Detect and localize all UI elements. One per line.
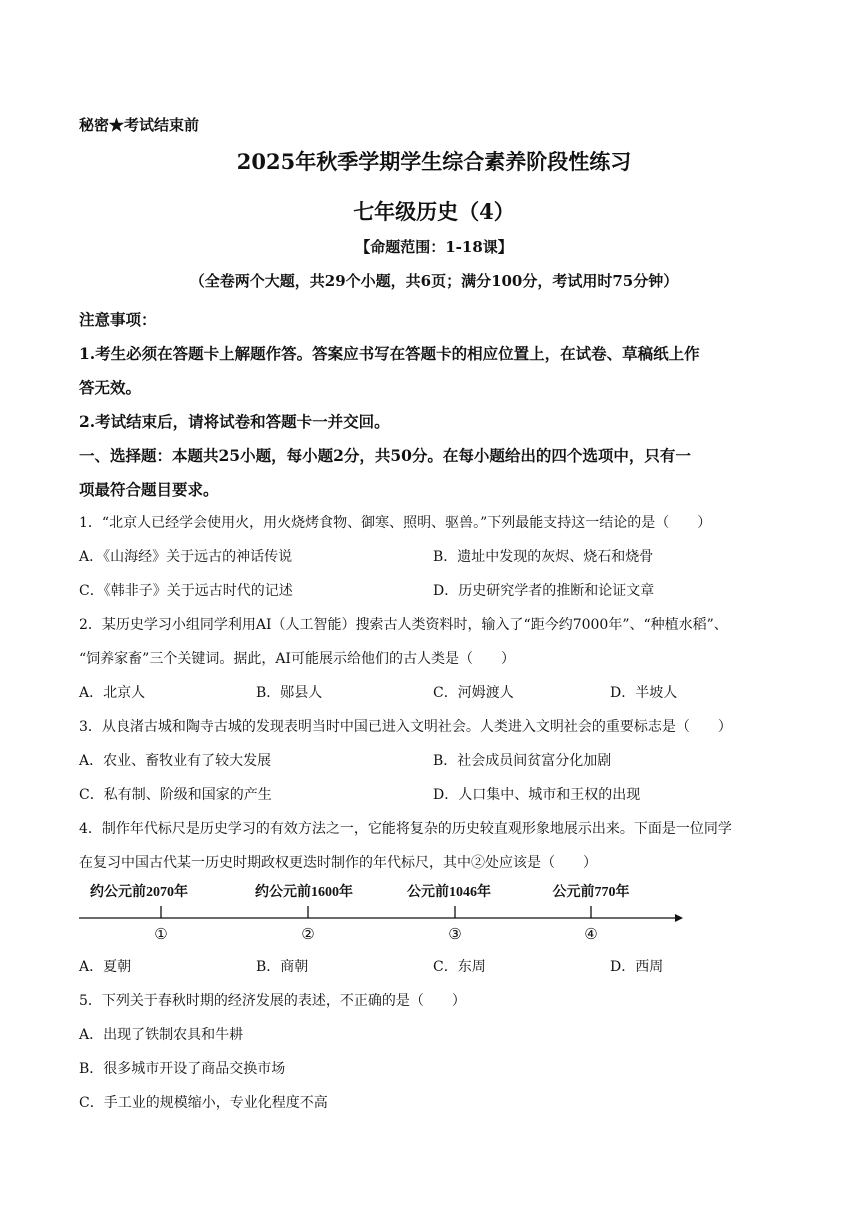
question-3-option-a: A．农业、畜牧业有了较大发展 <box>79 753 272 769</box>
timeline-marker-4: ④ <box>584 925 598 943</box>
secret-label: 秘密★考试结束前 <box>79 116 200 134</box>
exam-scope: 【命题范围：1-18课】 <box>355 238 513 256</box>
question-5-stem: 5．下列关于春秋时期的经济发展的表述，不正确的是（ ） <box>79 993 466 1009</box>
question-1-option-c: C．《韩非子》关于远古时代的记述 <box>79 583 293 599</box>
question-4-option-b: B．商朝 <box>256 959 309 975</box>
question-3-option-c: C．私有制、阶级和国家的产生 <box>79 787 272 803</box>
section-1-heading-line-2: 项最符合题目要求。 <box>79 480 219 499</box>
question-4-stem-line-2: 在复习中国古代某一历史时期政权更迭时制作的年代标尺，其中②处应该是（ ） <box>79 855 597 871</box>
notice-item-2: 2.考试结束后，请将试卷和答题卡一并交回。 <box>79 412 390 431</box>
question-2-option-c: C．河姆渡人 <box>433 685 514 701</box>
timeline-ruler <box>79 878 689 948</box>
timeline-marker-2: ② <box>301 925 315 943</box>
timeline-date-2: 约公元前1600年 <box>255 885 353 900</box>
section-1-heading-line-1: 一、选择题：本题共25小题，每小题2分，共50分。在每小题给出的四个选项中，只有一 <box>79 446 691 465</box>
question-1-stem: 1．“北京人已经学会使用火，用火烧烤食物、御寒、照明、驱兽。”下列最能支持这一结论的是（ ） <box>79 515 712 531</box>
question-5-option-b: B．很多城市开设了商品交换市场 <box>79 1061 286 1077</box>
question-1-option-a: A．《山海经》关于远古的神话传说 <box>79 549 293 565</box>
timeline-arrow-icon <box>675 914 683 922</box>
question-4-stem-line-1: 4．制作年代标尺是历史学习的有效方法之一，它能将复杂的历史较直观形象地展示出来。下面是一位同学 <box>79 821 732 837</box>
question-2-stem-line-1: 2．某历史学习小组同学利用AI（人工智能）搜索古人类资料时，输入了“距今约7000年”、“种植水稻”、 <box>79 617 728 633</box>
timeline-date-4: 公元前770年 <box>552 885 630 900</box>
question-1-option-b: B．遗址中发现的灰烬、烧石和烧骨 <box>433 549 654 565</box>
question-4-option-c: C．东周 <box>433 959 486 975</box>
timeline-date-3: 公元前1046年 <box>407 885 491 900</box>
timeline-date-1: 约公元前2070年 <box>90 885 188 900</box>
question-2-option-d: D．半坡人 <box>610 685 678 701</box>
question-5-option-c: C．手工业的规模缩小，专业化程度不高 <box>79 1095 328 1111</box>
timeline-marker-3: ③ <box>448 925 462 943</box>
notice-item-1-line-2: 答无效。 <box>79 378 142 397</box>
question-4-option-d: D．西周 <box>610 959 664 975</box>
question-3-option-d: D．人口集中、城市和王权的出现 <box>433 787 641 803</box>
notice-heading: 注意事项： <box>79 310 157 329</box>
question-2-option-a: A．北京人 <box>79 685 146 701</box>
question-1-option-d: D．历史研究学者的推断和论证文章 <box>433 583 655 599</box>
question-4-option-a: A．夏朝 <box>79 959 132 975</box>
question-3-stem: 3．从良渚古城和陶寺古城的发现表明当时中国已进入文明社会。人类进入文明社会的重要标志是（ ） <box>79 719 732 735</box>
question-3-option-b: B．社会成员间贫富分化加剧 <box>433 753 612 769</box>
question-2-stem-line-2: “饲养家畜”三个关键词。据此，AI可能展示给他们的古人类是（ ） <box>79 651 515 667</box>
question-2-option-b: B．郧县人 <box>256 685 323 701</box>
timeline-marker-1: ① <box>154 925 168 943</box>
exam-subtitle: 七年级历史（4） <box>353 199 515 224</box>
exam-info: （全卷两个大题，共29个小题，共6页；满分100分，考试用时75分钟） <box>189 272 679 290</box>
notice-item-1-line-1: 1.考生必须在答题卡上解题作答。答案应书写在答题卡的相应位置上，在试卷、草稿纸上作 <box>79 344 700 363</box>
question-5-option-a: A．出现了铁制农具和牛耕 <box>79 1027 244 1043</box>
exam-title: 2025年秋季学期学生综合素养阶段性练习 <box>236 149 632 174</box>
